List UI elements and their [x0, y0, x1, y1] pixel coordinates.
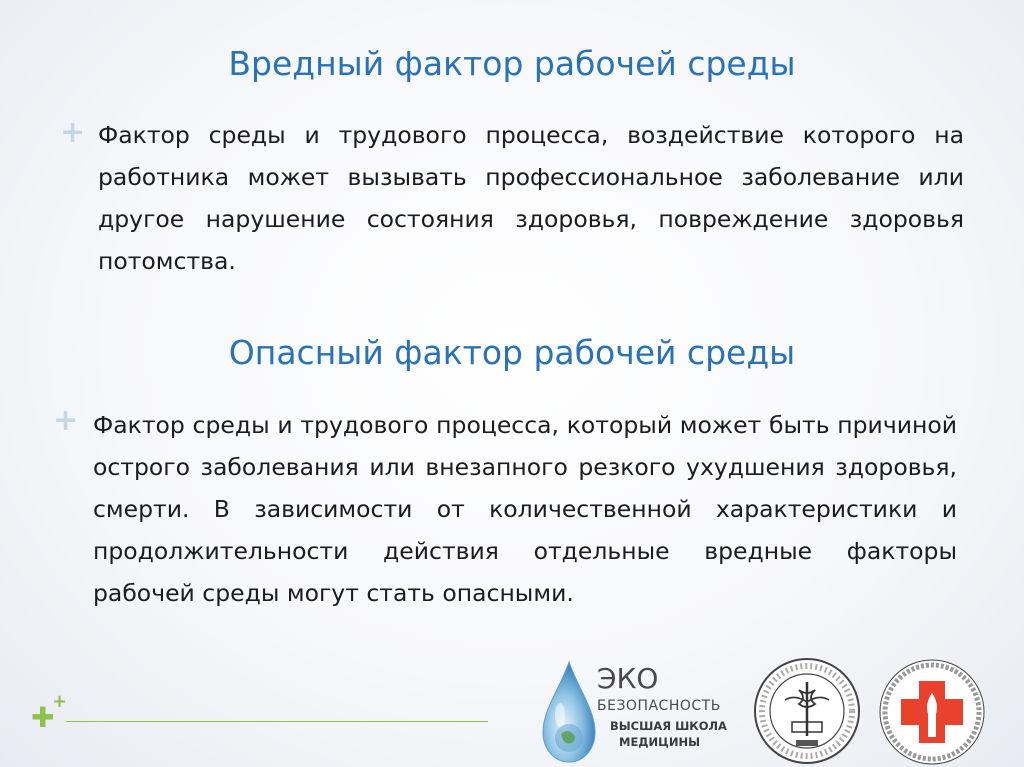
plus-icon: +: [60, 115, 86, 150]
definition-harmful-factor: Фактор среды и трудового процесса, воздействие которого на работника может вызывать профессиональное заболевание или другое нарушение состояния здоровья, повреждение здоровья потомства.: [98, 121, 964, 275]
heading-dangerous-factor: Опасный фактор рабочей среды: [228, 333, 796, 372]
plus-icon: +: [53, 403, 79, 438]
green-plus-icon: ✚: [31, 701, 55, 734]
heading-harmful-factor: Вредный фактор рабочей среды: [228, 44, 796, 83]
small-green-plus-icon: +: [52, 691, 68, 712]
eko-logo-school-line1: ВЫСШАЯ ШКОЛА: [610, 719, 727, 733]
clinics-association-icon: [877, 657, 987, 767]
eko-logo-school-line2: МЕДИЦИНЫ: [619, 735, 700, 749]
decorative-divider: [66, 721, 488, 722]
eko-logo-title: ЭКО: [597, 662, 659, 695]
definition-dangerous-factor: Фактор среды и трудового процесса, который может быть причиной острого заболевания или внезапного резкого ухудшения здоровья, смерти. В зависимости от количественной характеристики и продолжительности действия отдельные вредные факторы рабочей среды могут стать опасными.: [93, 411, 957, 607]
water-drop-logo-icon: [540, 660, 598, 764]
eko-logo-subtitle: БЕЗОПАСНОСТЬ: [597, 698, 721, 714]
medical-seal-icon: [752, 656, 862, 766]
